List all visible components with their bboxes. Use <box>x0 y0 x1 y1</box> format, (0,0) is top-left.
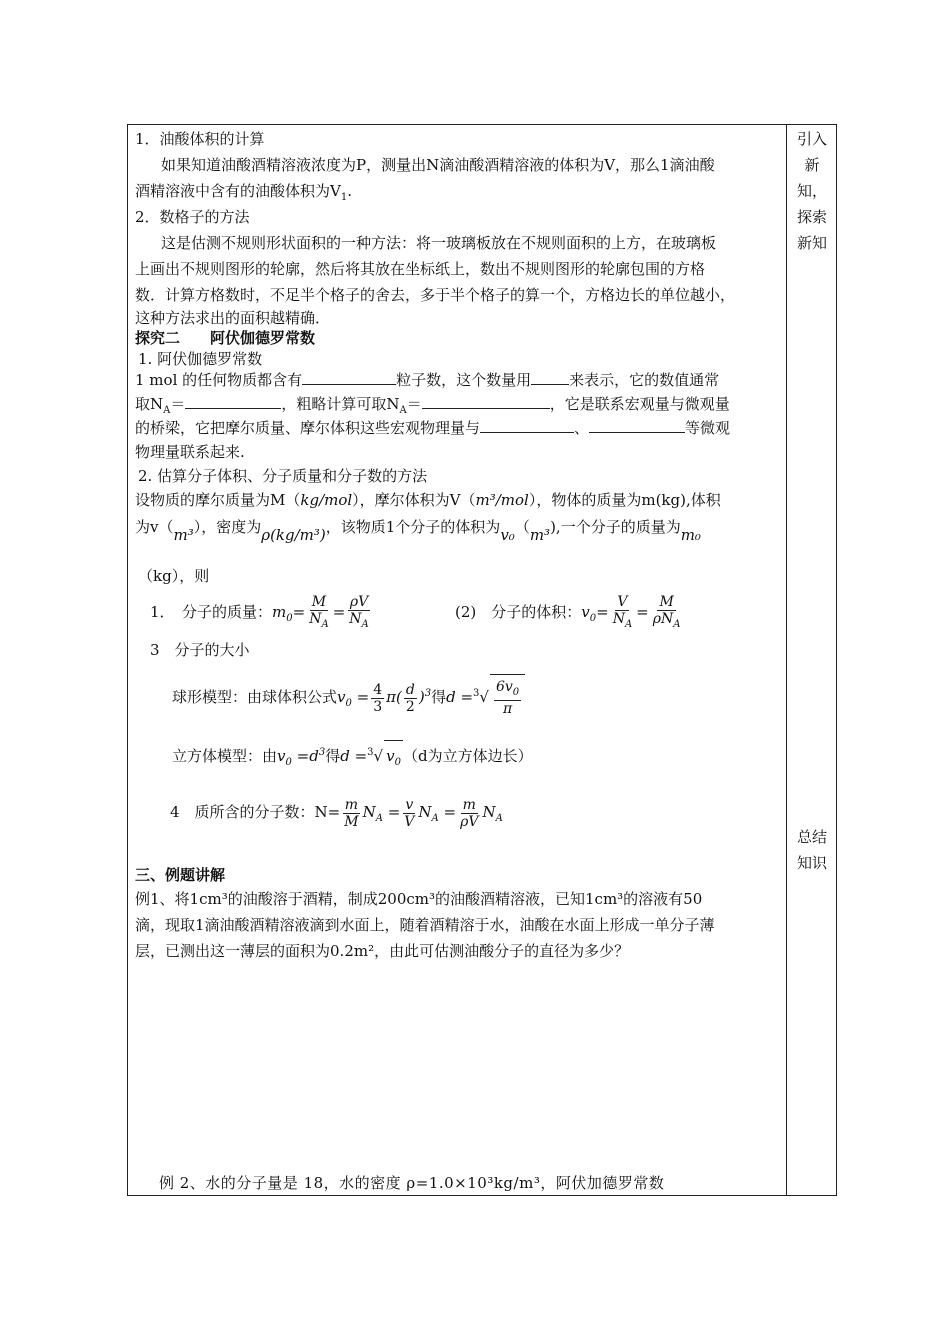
text: ，粗略计算可取N <box>281 395 400 413</box>
heading-grid-method: 2．数格子的方法 <box>135 208 250 226</box>
blank-field[interactable] <box>531 368 569 385</box>
math: $v_0 =d^3$ <box>277 747 326 768</box>
text: ＝ <box>406 395 422 413</box>
example-2-line: 例 2、水的分子量是 18，水的密度 ρ=1.0×10³kg/m³，阿伏加德罗常数 <box>159 1174 665 1192</box>
fraction: $\frac{6v_0}{\pi}$ <box>495 678 520 718</box>
text: ），物体的质量为m(kg),体积 <box>528 491 721 509</box>
fraction: $\frac{M}{N_A}$ <box>309 593 329 630</box>
text: ），摩尔体积为V（ <box>352 491 476 509</box>
paragraph-line: （kg），则 <box>138 567 210 585</box>
fill-line <box>135 367 719 393</box>
side-text: 知识 <box>796 854 827 872</box>
subheading: 1. 阿伏伽德罗常数 <box>138 350 263 368</box>
text: 得 <box>325 747 341 765</box>
text: 得 <box>431 688 447 706</box>
formula-sphere: 球形模型：由球体积公式$v_0$ = $\frac{4}{3}$ π( $\frac{d}{2}$ )$^3$得d =$^3$√ $\frac{6v_0}{\pi}$ <box>172 672 525 726</box>
text: ），密度为 <box>193 518 262 536</box>
paragraph-line: 这种方法求出的面积越精确． <box>135 309 331 327</box>
side-text: 引入 <box>796 130 827 148</box>
heading-oil-volume: 1．油酸体积的计算 <box>135 130 265 148</box>
paragraph-line: 上画出不规则图形的轮廓，然后将其放在坐标纸上，数出不规则图形的轮廓包围的方格 <box>135 260 706 278</box>
fraction: $\frac{d}{2}$ <box>405 681 415 715</box>
paragraph-line <box>135 487 721 513</box>
unit-formula: m³/mol <box>475 491 529 509</box>
text: (2) 分子的体积： <box>455 603 582 621</box>
text: （ <box>514 518 530 536</box>
fraction: $\frac{4}{3}$ <box>373 681 383 715</box>
text: 为v（ <box>135 518 174 536</box>
blank-field[interactable] <box>589 416 685 433</box>
subheading: 3 分子的大小 <box>150 641 250 659</box>
blank-field[interactable] <box>422 392 550 409</box>
text: ，该物质1个分子的体积为 <box>325 518 501 536</box>
root: $v_0$ <box>384 740 403 778</box>
subscript: A <box>399 405 407 416</box>
section-title-examples: 三、例题讲解 <box>135 866 226 884</box>
text: ＝ <box>170 395 186 413</box>
fraction: $\frac{V}{N_A}$ <box>612 593 633 630</box>
formula-mass: 1． 分子的质量：$m_0=$ $\frac{M}{N_A}$ = $\frac{\rho V}{N_A}$ <box>150 592 373 639</box>
text: 1 mol 的任何物质都含有 <box>135 371 303 389</box>
side-note-summary <box>791 824 833 876</box>
text: 、 <box>574 419 590 437</box>
root <box>490 674 525 719</box>
math: $v_0=$ <box>581 603 609 624</box>
unit-formula: m³ <box>173 526 194 544</box>
paragraph-line: 如果知道油酸酒精溶液浓度为P，测量出N滴油酸酒精溶液的体积为V，那么1滴油酸 <box>161 156 715 174</box>
math: $v_0$ = <box>337 688 370 709</box>
subheading: 2. 估算分子体积、分子质量和分子数的方法 <box>138 467 428 485</box>
text: 的桥梁，它把摩尔质量、摩尔体积这些宏观物理量与 <box>135 419 481 437</box>
text: 1． 分子的质量： <box>150 603 273 621</box>
side-text: 新 <box>804 156 820 174</box>
text: 设物质的摩尔质量为M（ <box>135 491 301 509</box>
text: （d为立方体边长） <box>402 747 533 765</box>
unit-formula: m₀ <box>680 526 701 544</box>
example-1-line: 层，已测出这一薄层的面积为0.2m²，由此可估测油酸分子的直径为多少？ <box>135 942 630 960</box>
blank-field[interactable] <box>185 392 281 409</box>
fill-line <box>135 415 730 441</box>
unit-formula: ρ(kg/m³) <box>261 526 326 544</box>
paragraph-line <box>135 514 701 544</box>
text: ，它是联系宏观量与微观量 <box>549 395 730 413</box>
text: 立方体模型：由 <box>172 747 278 765</box>
text: ),一个分子的质量为 <box>550 518 681 536</box>
unit-formula: m³ <box>529 526 551 544</box>
text: 等微观 <box>685 419 731 437</box>
column-divider <box>786 124 787 1196</box>
math: $m_0=$ <box>272 603 306 624</box>
side-note-intro <box>791 126 833 256</box>
example-1-line: 滴，现取1滴油酸酒精溶液滴到水面上，随着酒精溶于水，油酸在水面上形成一单分子薄 <box>135 916 715 934</box>
paragraph-line: 数．计算方格数时，不足半个格子的舍去，多于半个格子的算一个，方格边长的单位越小， <box>135 286 736 304</box>
text: 取N <box>135 395 164 413</box>
paragraph-line: 这是估测不规则形状面积的一种方法：将一玻璃板放在不规则面积的上方，在玻璃板 <box>161 234 717 252</box>
side-text: 新知 <box>796 234 827 252</box>
text: 球形模型：由球体积公式 <box>172 688 338 706</box>
text: 酒精溶液中含有的油酸体积为V <box>135 182 341 200</box>
paragraph-line: 物理量联系起来. <box>135 443 245 461</box>
unit-formula: kg/mol <box>300 491 353 509</box>
text: 4 质所含的分子数：N= <box>170 803 341 821</box>
subscript: A <box>163 405 171 416</box>
example-1-line: 例1、将1cm³的油酸溶于酒精，制成200cm³的油酸酒精溶液，已知1cm³的溶液有50 <box>135 890 703 908</box>
text: 粒子数，这个数量用 <box>396 371 532 389</box>
side-text: 知， <box>796 182 827 200</box>
text: . <box>347 182 352 200</box>
blank-field[interactable] <box>302 368 396 385</box>
fraction: $\frac{m}{\rho V}$ <box>460 796 479 830</box>
text: 来表示，它的数值通常 <box>569 371 720 389</box>
fraction: $\frac{m}{M}$ <box>344 796 359 830</box>
fraction: $\frac{v}{V}$ <box>404 796 415 830</box>
formula-volume: (2) 分子的体积：$v_0=$ $\frac{V}{N_A}$ = $\frac{M}{\rho N_A}$ <box>455 592 684 639</box>
fraction: $\frac{M}{\rho N_A}$ <box>652 593 681 630</box>
blank-field[interactable] <box>480 416 574 433</box>
subscript: 1 <box>340 192 348 203</box>
formula-count: 4 质所含的分子数：N= $\frac{m}{M}$ $N_A$ = $\frac{v}{V}$ $N_A$ = $\frac{m}{\rho V}$ $N_A$ <box>170 796 503 830</box>
side-text: 探索 <box>796 208 827 226</box>
formula-cube: 立方体模型：由$v_0 =d^3$得d =$^3$√ $v_0$ （d为立方体边长） <box>172 738 533 778</box>
section-title-avogadro: 探究二 阿伏伽德罗常数 <box>135 329 316 347</box>
unit-formula: v₀ <box>500 526 515 544</box>
side-text: 总结 <box>796 828 827 846</box>
fraction: $\frac{\rho V}{N_A}$ <box>349 593 369 630</box>
